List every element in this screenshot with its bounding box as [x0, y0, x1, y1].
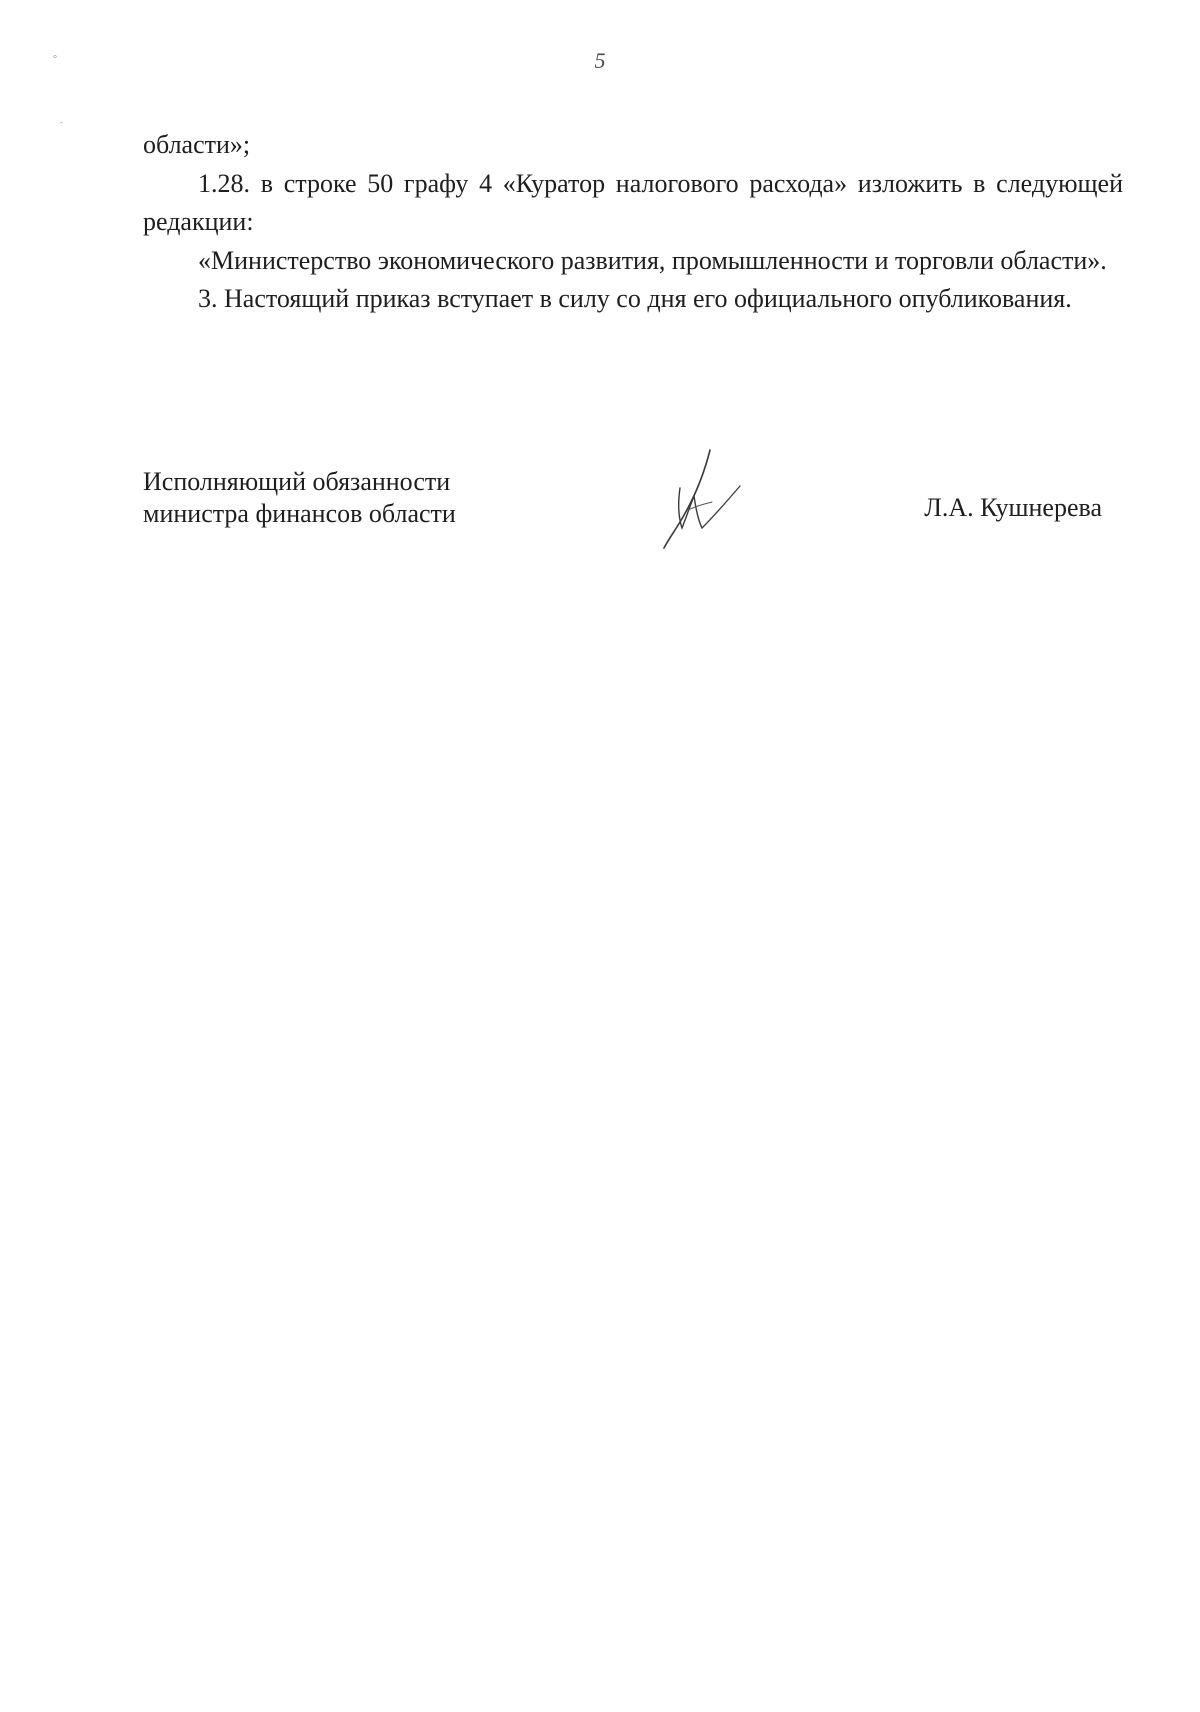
scan-speck: - [60, 118, 63, 127]
paragraph-continuation: области»; [143, 130, 251, 159]
page-number: 5 [594, 48, 606, 73]
signatory-name: Л.А. Кушнерева [924, 493, 1102, 522]
paragraph-item-1-28: 1.28. в строке 50 графу 4 «Куратор налогового расхода» изложить в следующей редакции: [143, 168, 1123, 236]
signatory-position-line-2: министра финансов области [143, 499, 456, 528]
paragraph-quoted-ministry: «Министерство экономического развития, промышленности и торговли области». [198, 245, 1107, 275]
signature-block [143, 466, 1123, 586]
scan-speck: ° [53, 54, 57, 65]
signatory-position [143, 466, 563, 530]
document-body [143, 126, 1123, 319]
handwritten-signature [658, 444, 748, 554]
signatory-position-line-1: Исполняющий обязанности [143, 467, 451, 496]
paragraph-item-3: 3. Настоящий приказ вступает в силу со дня его официального опубликования. [198, 284, 1072, 313]
